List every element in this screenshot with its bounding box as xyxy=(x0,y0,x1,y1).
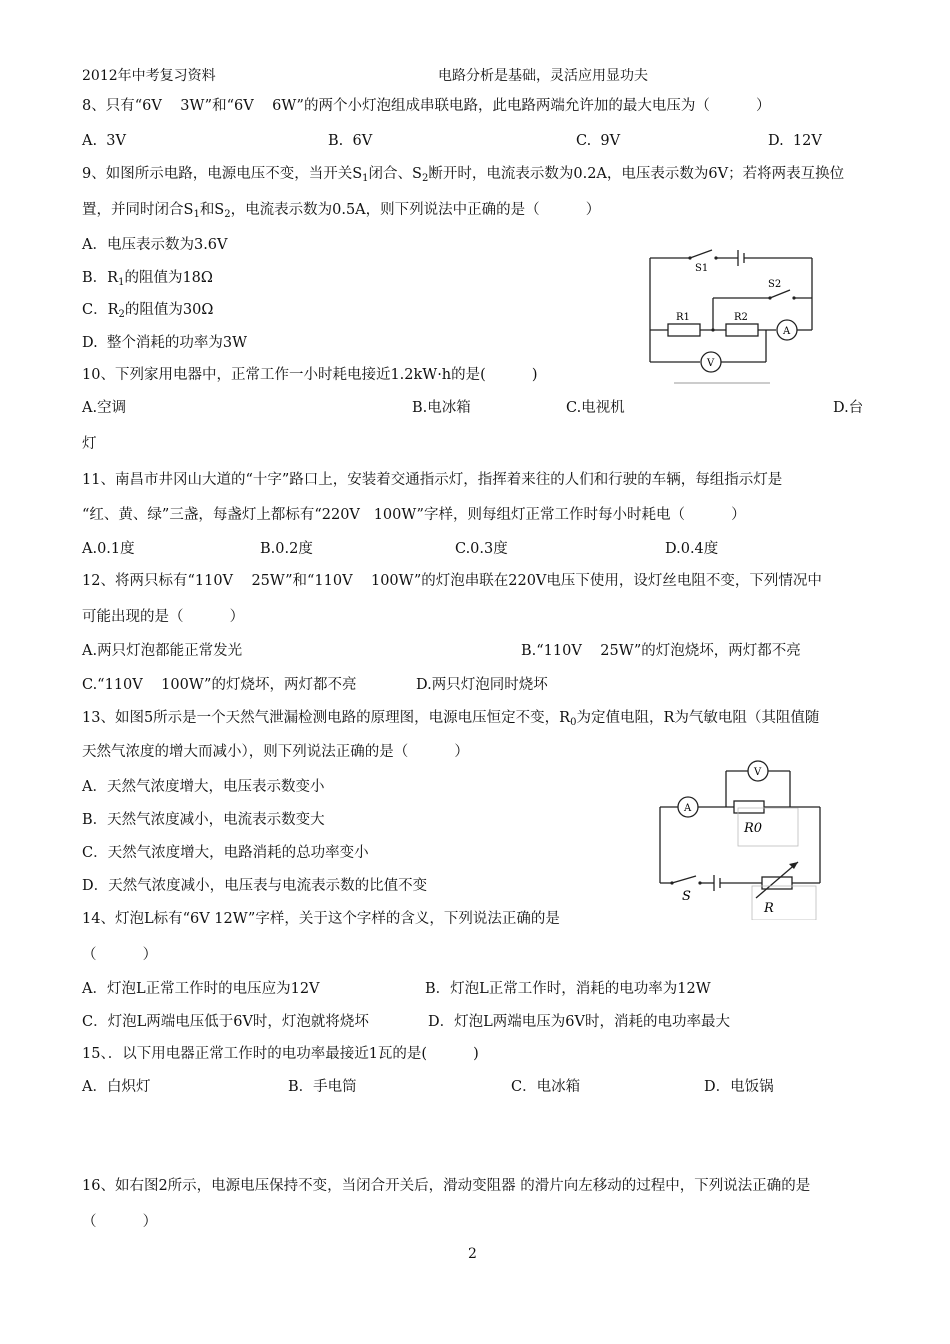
q13-stem-line2: 天然气浓度的增大而减小），则下列说法正确的是（ ） xyxy=(82,744,469,760)
q11-option-c: C.0.3度 xyxy=(455,541,508,557)
q10-option-a: A.空调 xyxy=(82,400,127,416)
q13-option-b: B．天然气浓度减小，电流表示数变大 xyxy=(82,812,325,828)
q9-stem-line1: 9、如图所示电路，电源电压不变，当开关$S_1$闭合、$S_2$断开时，电流表示数为0.2A，电压表示数为6V；若将两表互换位 xyxy=(82,166,845,184)
q11-stem-line1: 11、南昌市井冈山大道的“十字”路口上，安装着交通指示灯，指挥着来往的人们和行驶的车辆，每组指示灯是 xyxy=(82,472,783,488)
q13-ammeter-label: A xyxy=(684,803,692,814)
q9-s2-label: S2 xyxy=(768,279,782,290)
q13-r0-label: R0 xyxy=(744,821,763,836)
q11-stem-line2: “红、黄、绿”三盏，每盏灯上都标有“220V 100W”字样，则每组灯正常工作时每小时耗电（ ） xyxy=(82,507,746,523)
q10-option-d-continued: 灯 xyxy=(82,436,97,452)
q10-option-c: C.电视机 xyxy=(566,400,625,416)
q15-option-c: C．电冰箱 xyxy=(511,1079,581,1095)
q12-option-a: A.两只灯泡都能正常发光 xyxy=(82,643,243,659)
q9-option-d: D. 整个消耗的功率为3W xyxy=(82,335,248,351)
q10-option-b: B.电冰箱 xyxy=(412,400,471,416)
q9-voltmeter-label: V xyxy=(707,358,715,369)
q12-stem-line2: 可能出现的是（ ） xyxy=(82,609,245,625)
q9-stem-line2: 置，并同时闭合$S_1$和$S_2$，电流表示数为0.5A，则下列说法中正确的是（ ） xyxy=(82,202,601,220)
q9-ammeter-label: A xyxy=(783,326,791,337)
q11-option-b: B.0.2度 xyxy=(260,541,313,557)
q9-r1-label: R1 xyxy=(676,312,690,323)
header-right: 电路分析是基础，灵活应用显功夫 xyxy=(438,68,648,84)
q13-option-d: D．天然气浓度减小，电压表与电流表示数的比值不变 xyxy=(82,878,428,894)
q13-circuit-diagram xyxy=(652,750,828,920)
q8-option-c: C. 9V xyxy=(576,133,621,149)
q14-option-d: D．灯泡L两端电压为6V时，消耗的电功率最大 xyxy=(428,1014,730,1030)
q14-stem-line1: 14、灯泡L标有“6V 12W”字样，关于这个字样的含义，下列说法正确的是 xyxy=(82,911,560,927)
q11-option-d: D.0.4度 xyxy=(665,541,719,557)
q8-stem: 8、只有“6V 3W”和“6V 6W”的两个小灯泡组成串联电路，此电路两端允许加的最大电压为（ ） xyxy=(82,98,771,114)
q13-option-a: A．天然气浓度增大，电压表示数变小 xyxy=(82,779,325,795)
q8-option-d: D. 12V xyxy=(768,133,822,149)
q8-option-a: A. 3V xyxy=(82,133,126,149)
q14-stem-line2: （ ） xyxy=(82,947,158,963)
header-left: 2012年中考复习资料 xyxy=(82,68,216,84)
q16-stem-line2: （ ） xyxy=(82,1214,158,1230)
q8-option-b: B. 6V xyxy=(328,133,373,149)
q9-s1-label: S1 xyxy=(695,263,709,274)
q16-stem-line1: 16、如右图2所示，电源电压保持不变，当闭合开关后，滑动变阻器 的滑片向左移动的过程中，下列说法正确的是 xyxy=(82,1178,811,1194)
q14-option-c: C．灯泡L两端电压低于6V时，灯泡就将烧坏 xyxy=(82,1014,369,1030)
q13-s-label: S xyxy=(682,889,691,904)
q9-option-a: A．电压表示数为3.6V xyxy=(82,237,228,253)
q9-option-b: B．$R_1$的阻值为18Ω xyxy=(82,270,213,288)
q9-r2-label: R2 xyxy=(734,312,748,323)
q15-option-a: A．白炽灯 xyxy=(82,1079,151,1095)
q13-r-label: R xyxy=(764,901,774,916)
q13-voltmeter-label: V xyxy=(754,767,762,778)
q9-option-c: C．$R_2$的阻值为30Ω xyxy=(82,302,214,320)
q13-option-c: C．天然气浓度增大，电路消耗的总功率变小 xyxy=(82,845,369,861)
q10-option-d: D.台 xyxy=(833,400,864,416)
q15-option-d: D．电饭锅 xyxy=(704,1079,774,1095)
q15-stem: 15、．以下用电器正常工作时的电功率最接近1瓦的是( ) xyxy=(82,1046,479,1062)
page-number: 2 xyxy=(468,1246,477,1262)
q13-stem-line1: 13、如图5所示是一个天然气泄漏检测电路的原理图，电源电压恒定不变，$R_0$为定值电阻，R为气敏电阻（其阻值随 xyxy=(82,710,820,728)
q9-circuit-diagram xyxy=(640,240,820,390)
q12-stem-line1: 12、将两只标有“110V 25W”和“110V 100W”的灯泡串联在220V电压下使用，设灯丝电阻不变，下列情况中 xyxy=(82,573,822,589)
q12-option-d: D.两只灯泡同时烧坏 xyxy=(416,677,548,693)
q10-stem: 10、下列家用电器中，正常工作一小时耗电接近1.2kW·h的是( ) xyxy=(82,367,538,383)
q12-option-b: B.“110V 25W”的灯泡烧坏，两灯都不亮 xyxy=(521,643,801,659)
q15-option-b: B．手电筒 xyxy=(288,1079,357,1095)
q14-option-a: A．灯泡L正常工作时的电压应为12V xyxy=(82,981,320,997)
q14-option-b: B．灯泡L正常工作时，消耗的电功率为12W xyxy=(425,981,711,997)
q12-option-c: C.“110V 100W”的灯烧坏，两灯都不亮 xyxy=(82,677,357,693)
q11-option-a: A.0.1度 xyxy=(82,541,135,557)
